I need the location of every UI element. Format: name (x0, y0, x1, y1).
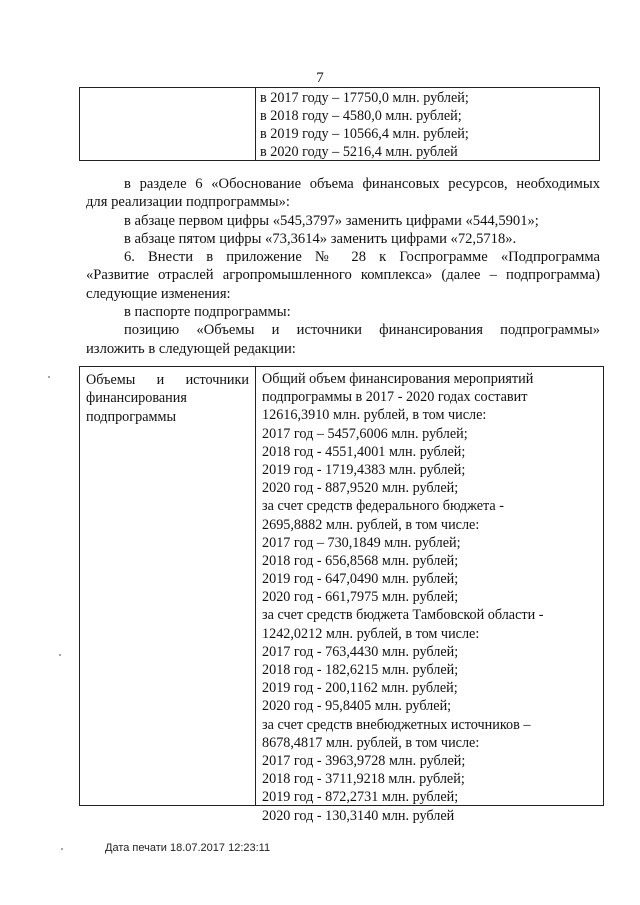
extrabudget-2019: 2019 год - 872,2731 млн. рублей; (262, 789, 459, 806)
regional-total: 1242,0212 млн. рублей, в том числе: (262, 625, 480, 642)
extrabudget-2020: 2020 год - 130,3140 млн. рублей (262, 807, 455, 824)
total-2019: 2019 год - 1719,4383 млн. рублей; (262, 461, 466, 478)
federal-2017: 2017 год – 730,1849 млн. рублей; (262, 534, 461, 551)
print-date-footer: Дата печати 18.07.2017 12:23:11 (105, 842, 271, 854)
page-number: 7 (316, 70, 324, 86)
scan-speck (61, 848, 63, 850)
label-line-2: финансирования (86, 390, 187, 407)
extrabudget-total: 8678,4817 млн. рублей, в том числе: (262, 734, 480, 751)
paragraph-position-line1: позицию «Объемы и источники финансирования подпрограммы» (124, 322, 600, 339)
paragraph-first-abzats: в абзаце первом цифры «545,3797» заменить цифрами «544,5901»; (124, 212, 539, 229)
paragraph-item6-line3: следующие изменения: (86, 285, 231, 302)
continuation-table (79, 87, 600, 161)
total-2018: 2018 год - 4551,4001 млн. рублей; (262, 443, 466, 460)
regional-2019: 2019 год - 200,1162 млн. рублей; (262, 680, 458, 697)
label-line-3: подпрограммы (86, 408, 176, 425)
funding-line-2019: в 2019 году – 10566,4 млн. рублей; (260, 126, 469, 142)
paragraph-item6-line1: 6. Внести в приложение № 28 к Госпрограмме «Подпрограмма (124, 249, 600, 266)
regional-2020: 2020 год - 95,8405 млн. рублей; (262, 698, 452, 715)
total-line-1: Общий объем финансирования мероприятий (262, 371, 534, 387)
extrabudget-2018: 2018 год - 3711,9218 млн. рублей; (262, 771, 465, 788)
funding-line-2020: в 2020 году – 5216,4 млн. рублей (260, 144, 458, 160)
federal-2018: 2018 год - 656,8568 млн. рублей; (262, 552, 459, 569)
funding-line-2017: в 2017 году – 17750,0 млн. рублей; (260, 90, 469, 106)
extrabudget-heading: за счет средств внебюджетных источников – (262, 716, 531, 733)
federal-total: 2695,8882 млн. рублей, в том числе: (262, 516, 480, 533)
amendment-text (86, 175, 600, 358)
regional-2017: 2017 год - 763,4430 млн. рублей; (262, 643, 459, 660)
continuation-table-value-cell (256, 88, 599, 160)
passport-table (79, 366, 604, 824)
paragraph-fifth-abzats: в абзаце пятом цифры «73,3614» заменить цифрами «72,5718». (124, 230, 517, 247)
paragraph-passport: в паспорте подпрограммы: (124, 304, 291, 321)
passport-table-label-cell (80, 367, 256, 805)
total-line-3: 12616,3910 млн. рублей, в том числе: (262, 407, 487, 424)
continuation-table-empty-cell (80, 88, 256, 160)
passport-table-value-cell (256, 367, 603, 824)
extrabudget-2017: 2017 год - 3963,9728 млн. рублей; (262, 752, 466, 769)
paragraph-section6-line1: в разделе 6 «Обоснование объема финансовых ресурсов, необходимых (124, 176, 600, 192)
paragraph-position-line2: изложить в следующей редакции: (86, 340, 296, 357)
regional-2018: 2018 год - 182,6215 млн. рублей; (262, 662, 459, 678)
total-2020: 2020 год - 887,9520 млн. рублей; (262, 480, 459, 497)
federal-2019: 2019 год - 647,0490 млн. рублей; (262, 571, 459, 588)
federal-heading: за счет средств федерального бюджета - (262, 498, 504, 515)
total-2017: 2017 год – 5457,6006 млн. рублей; (262, 425, 468, 442)
label-line-1: Объемы и источники (86, 372, 249, 388)
paragraph-item6-line2: «Развитие отраслей агропромышленного комплекса» (далее – подпрограмма) (86, 267, 600, 284)
funding-line-2018: в 2018 году – 4580,0 млн. рублей; (260, 108, 462, 124)
regional-heading: за счет средств бюджета Тамбовской области - (262, 607, 544, 624)
scan-speck (59, 654, 61, 656)
total-line-2: подпрограммы в 2017 - 2020 годах составит (262, 389, 528, 406)
federal-2020: 2020 год - 661,7975 млн. рублей; (262, 589, 459, 606)
scan-speck (48, 376, 50, 378)
paragraph-section6-line2: для реализации подпрограммы»: (86, 194, 290, 211)
